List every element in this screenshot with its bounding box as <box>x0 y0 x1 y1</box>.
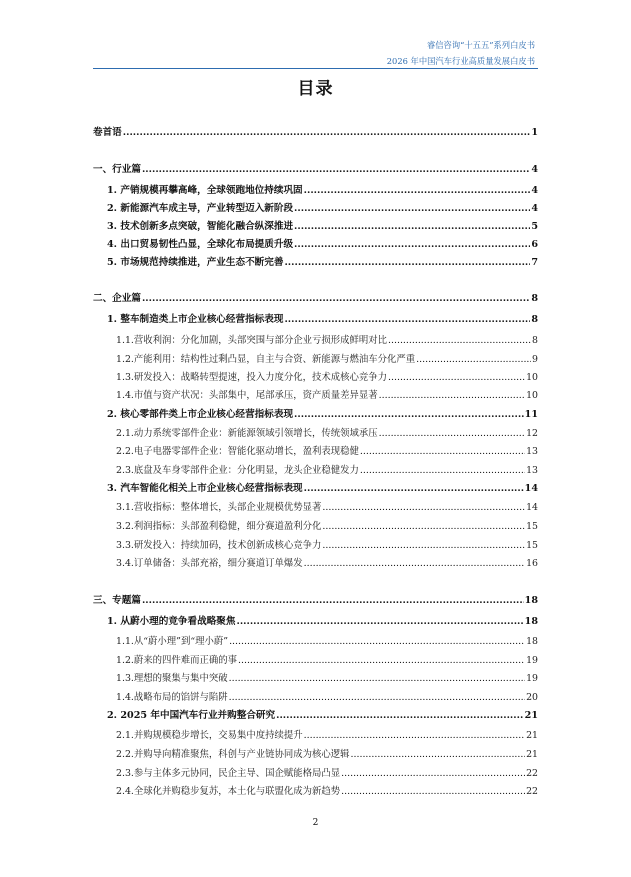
toc-entry-page: 14 <box>524 483 538 494</box>
toc-entry-page: 6 <box>531 239 538 250</box>
toc-entry-label: 1. 从蔚小理的竞争看战略聚焦 <box>107 616 236 627</box>
toc-entry-page: 8 <box>531 314 538 325</box>
toc-entry[interactable] <box>116 672 538 686</box>
toc-leader-dots <box>142 292 530 306</box>
toc-entry-label: 3.2.利润指标：头部盈利稳健，细分赛道盈利分化 <box>116 521 322 532</box>
page-number: 2 <box>312 818 319 828</box>
toc-entry-page: 5 <box>531 221 538 232</box>
toc-entry-page: 21 <box>524 710 538 721</box>
toc-entry-page: 7 <box>531 257 538 268</box>
toc-leader-dots <box>304 184 531 198</box>
toc-entry-page: 11 <box>524 409 538 420</box>
toc-entry[interactable] <box>116 748 538 762</box>
toc-entry-label: 3.4.订单储备：头部充裕，细分赛道订单爆发 <box>116 558 303 569</box>
toc-entry-label: 一、行业篇 <box>93 164 141 175</box>
toc-leader-dots <box>322 501 525 515</box>
toc-entry-label: 1.2.产能利用：结构性过剩凸显，自主与合资、新能源与燃油车分化严重 <box>116 354 416 365</box>
toc-entry-page: 8 <box>532 335 538 346</box>
toc-entry-page: 18 <box>524 595 538 606</box>
toc-entry-page: 16 <box>526 558 538 569</box>
toc-entry-page: 22 <box>526 786 538 797</box>
toc-entry[interactable] <box>116 334 538 348</box>
toc-entry[interactable] <box>107 220 538 234</box>
toc-entry-page: 1 <box>531 127 538 138</box>
toc-entry[interactable] <box>107 202 538 216</box>
toc-entry-label: 1.4.战略布局的馅饼与陷阱 <box>116 692 228 703</box>
toc-entry[interactable] <box>116 785 538 799</box>
toc-leader-dots <box>229 672 525 686</box>
toc-entry[interactable] <box>107 482 538 496</box>
toc-leader-dots <box>379 427 525 441</box>
toc-leader-dots <box>229 691 525 705</box>
toc-leader-dots <box>388 371 525 385</box>
toc-entry[interactable] <box>107 238 538 252</box>
toc-entry-part2[interactable] <box>93 292 538 306</box>
toc-entry-page: 10 <box>526 372 538 383</box>
toc-entry-page: 21 <box>526 749 538 760</box>
toc-entry-label: 2. 核心零部件类上市企业核心经营指标表现 <box>107 409 294 420</box>
toc-leader-dots <box>304 482 524 496</box>
toc-leader-dots <box>341 767 525 781</box>
toc-entry-label: 3. 汽车智能化相关上市企业核心经营指标表现 <box>107 483 303 494</box>
toc-entry[interactable] <box>116 371 538 385</box>
toc-leader-dots <box>351 748 526 762</box>
header-report-title: 2026 年中国汽车行业高质量发展白皮书 <box>386 56 535 66</box>
toc-entry[interactable] <box>107 408 538 422</box>
toc-entry-label: 二、企业篇 <box>93 293 141 304</box>
toc-entry[interactable] <box>107 709 538 723</box>
toc-entry[interactable] <box>116 729 538 743</box>
toc-entry-label: 2.2.并购导向精准聚焦，科创与产业链协同成为核心逻辑 <box>116 749 350 760</box>
toc-entry-label: 3.3.研发投入：持续加码，技术创新成核心竞争力 <box>116 540 322 551</box>
toc-entry[interactable] <box>107 615 538 629</box>
toc-entry-label: 1. 产销规模再攀高峰，全球领跑地位持续巩固 <box>107 185 303 196</box>
toc-leader-dots <box>142 163 530 177</box>
toc-entry-page: 15 <box>526 521 538 532</box>
toc-entry-label: 三、专题篇 <box>93 595 141 606</box>
toc-entry[interactable] <box>116 445 538 459</box>
toc-leader-dots <box>123 126 531 140</box>
toc-entry-part1[interactable] <box>93 163 538 177</box>
toc-entry-page: 12 <box>526 428 538 439</box>
toc-leader-dots <box>236 615 523 629</box>
toc-entry-label: 5. 市场规范持续推进，产业生态不断完善 <box>107 257 284 268</box>
toc-leader-dots <box>229 635 525 649</box>
toc-leader-dots <box>416 353 531 367</box>
toc-entry-label: 3. 技术创新多点突破，智能化融合纵深推进 <box>107 221 294 232</box>
toc-entry[interactable] <box>116 427 538 441</box>
toc-entry-preface[interactable] <box>93 126 538 140</box>
toc-entry-label: 1.1.从“蔚小理”到“理小蔚” <box>116 636 229 647</box>
toc-leader-dots <box>142 594 524 608</box>
toc-entry-page: 19 <box>526 655 538 666</box>
toc-entry-page: 4 <box>531 203 538 214</box>
toc-entry-page: 20 <box>526 692 538 703</box>
toc-entry-page: 18 <box>524 616 538 627</box>
toc-entry[interactable] <box>116 389 538 403</box>
toc-leader-dots <box>322 520 525 534</box>
toc-entry[interactable] <box>107 313 538 327</box>
toc-leader-dots <box>341 785 525 799</box>
toc-entry-label: 2. 新能源汽车成主导，产业转型迈入新阶段 <box>107 203 294 214</box>
toc-entry[interactable] <box>116 353 538 367</box>
toc-entry-page: 22 <box>526 768 538 779</box>
toc-leader-dots <box>360 464 525 478</box>
toc-entry-page: 4 <box>531 185 538 196</box>
toc-leader-dots <box>276 709 524 723</box>
toc-leader-dots <box>304 729 525 743</box>
toc-entry-label: 1.2.蔚来的四件难而正确的事 <box>116 655 238 666</box>
toc-entry[interactable] <box>116 520 538 534</box>
toc-entry-label: 1.3.研发投入：战略转型提速，投入力度分化，技术成核心竞争力 <box>116 372 388 383</box>
toc-leader-dots <box>360 445 525 459</box>
toc-entry-label: 卷首语 <box>93 127 122 138</box>
toc-entry-label: 3.1.营收指标：整体增长，头部企业规模优势显著 <box>116 502 322 513</box>
toc-leader-dots <box>294 202 530 216</box>
toc-entry[interactable] <box>116 539 538 553</box>
toc-entry-page: 9 <box>532 354 538 365</box>
toc-entry-label: 1. 整车制造类上市企业核心经营指标表现 <box>107 314 284 325</box>
toc-entry-page: 18 <box>526 636 538 647</box>
toc-entry-label: 2.2.电子电器零部件企业：智能化驱动增长，盈利表现稳健 <box>116 446 359 457</box>
toc-entry-page: 10 <box>526 390 538 401</box>
toc-entry-page: 13 <box>526 465 538 476</box>
toc-entry-label: 1.3.理想的聚集与集中突破 <box>116 673 228 684</box>
toc-entry[interactable] <box>116 464 538 478</box>
toc-leader-dots <box>294 238 530 252</box>
toc-entry-page: 13 <box>526 446 538 457</box>
toc-leader-dots <box>304 557 525 571</box>
toc-leader-dots <box>388 334 531 348</box>
toc-leader-dots <box>294 408 524 422</box>
toc-entry[interactable] <box>116 654 538 668</box>
toc-entry-label: 2.3.参与主体多元协同，民企主导、国企赋能格局凸显 <box>116 768 341 779</box>
toc-leader-dots <box>294 220 530 234</box>
toc-entry-label: 1.1.营收利润：分化加剧，头部突围与部分企业亏损形成鲜明对比 <box>116 335 388 346</box>
page-title: 目录 <box>297 79 334 99</box>
toc-entry[interactable] <box>107 184 538 198</box>
toc-entry-label: 2.1.并购规模稳步增长，交易集中度持续提升 <box>116 730 303 741</box>
toc-entry-page: 8 <box>531 293 538 304</box>
toc-entry[interactable] <box>116 767 538 781</box>
toc-entry-page: 14 <box>526 502 538 513</box>
toc-entry-part3[interactable] <box>93 594 538 608</box>
toc-entry-label: 1.4.市值与资产状况：头部集中，尾部承压，资产质量差异显著 <box>116 390 378 401</box>
toc-entry-label: 2.1.动力系统零部件企业：新能源领域引领增长，传统领域承压 <box>116 428 378 439</box>
toc-entry-label: 4. 出口贸易韧性凸显，全球化布局提质升级 <box>107 239 294 250</box>
toc-entry[interactable] <box>116 557 538 571</box>
toc-leader-dots <box>284 256 530 270</box>
toc-entry-page: 15 <box>526 540 538 551</box>
toc-entry-page: 19 <box>526 673 538 684</box>
toc-entry-label: 2.4.全球化并购稳步复苏，本土化与联盟化成为新趋势 <box>116 786 341 797</box>
toc-entry[interactable] <box>116 691 538 705</box>
toc-entry[interactable] <box>107 256 538 270</box>
toc-leader-dots <box>238 654 525 668</box>
header-series-title: 睿信咨询“十五五”系列白皮书 <box>426 40 535 50</box>
toc-leader-dots <box>379 389 525 403</box>
toc-entry-label: 2. 2025 年中国汽车行业并购整合研究 <box>107 710 276 721</box>
toc-entry[interactable] <box>116 501 538 515</box>
toc-leader-dots <box>284 313 530 327</box>
toc-leader-dots <box>322 539 525 553</box>
toc-entry[interactable] <box>116 635 538 649</box>
toc-entry-label: 2.3.底盘及车身零部件企业：分化明显，龙头企业稳健发力 <box>116 465 359 476</box>
toc-entry-page: 21 <box>526 730 538 741</box>
toc-entry-page: 4 <box>531 164 538 175</box>
